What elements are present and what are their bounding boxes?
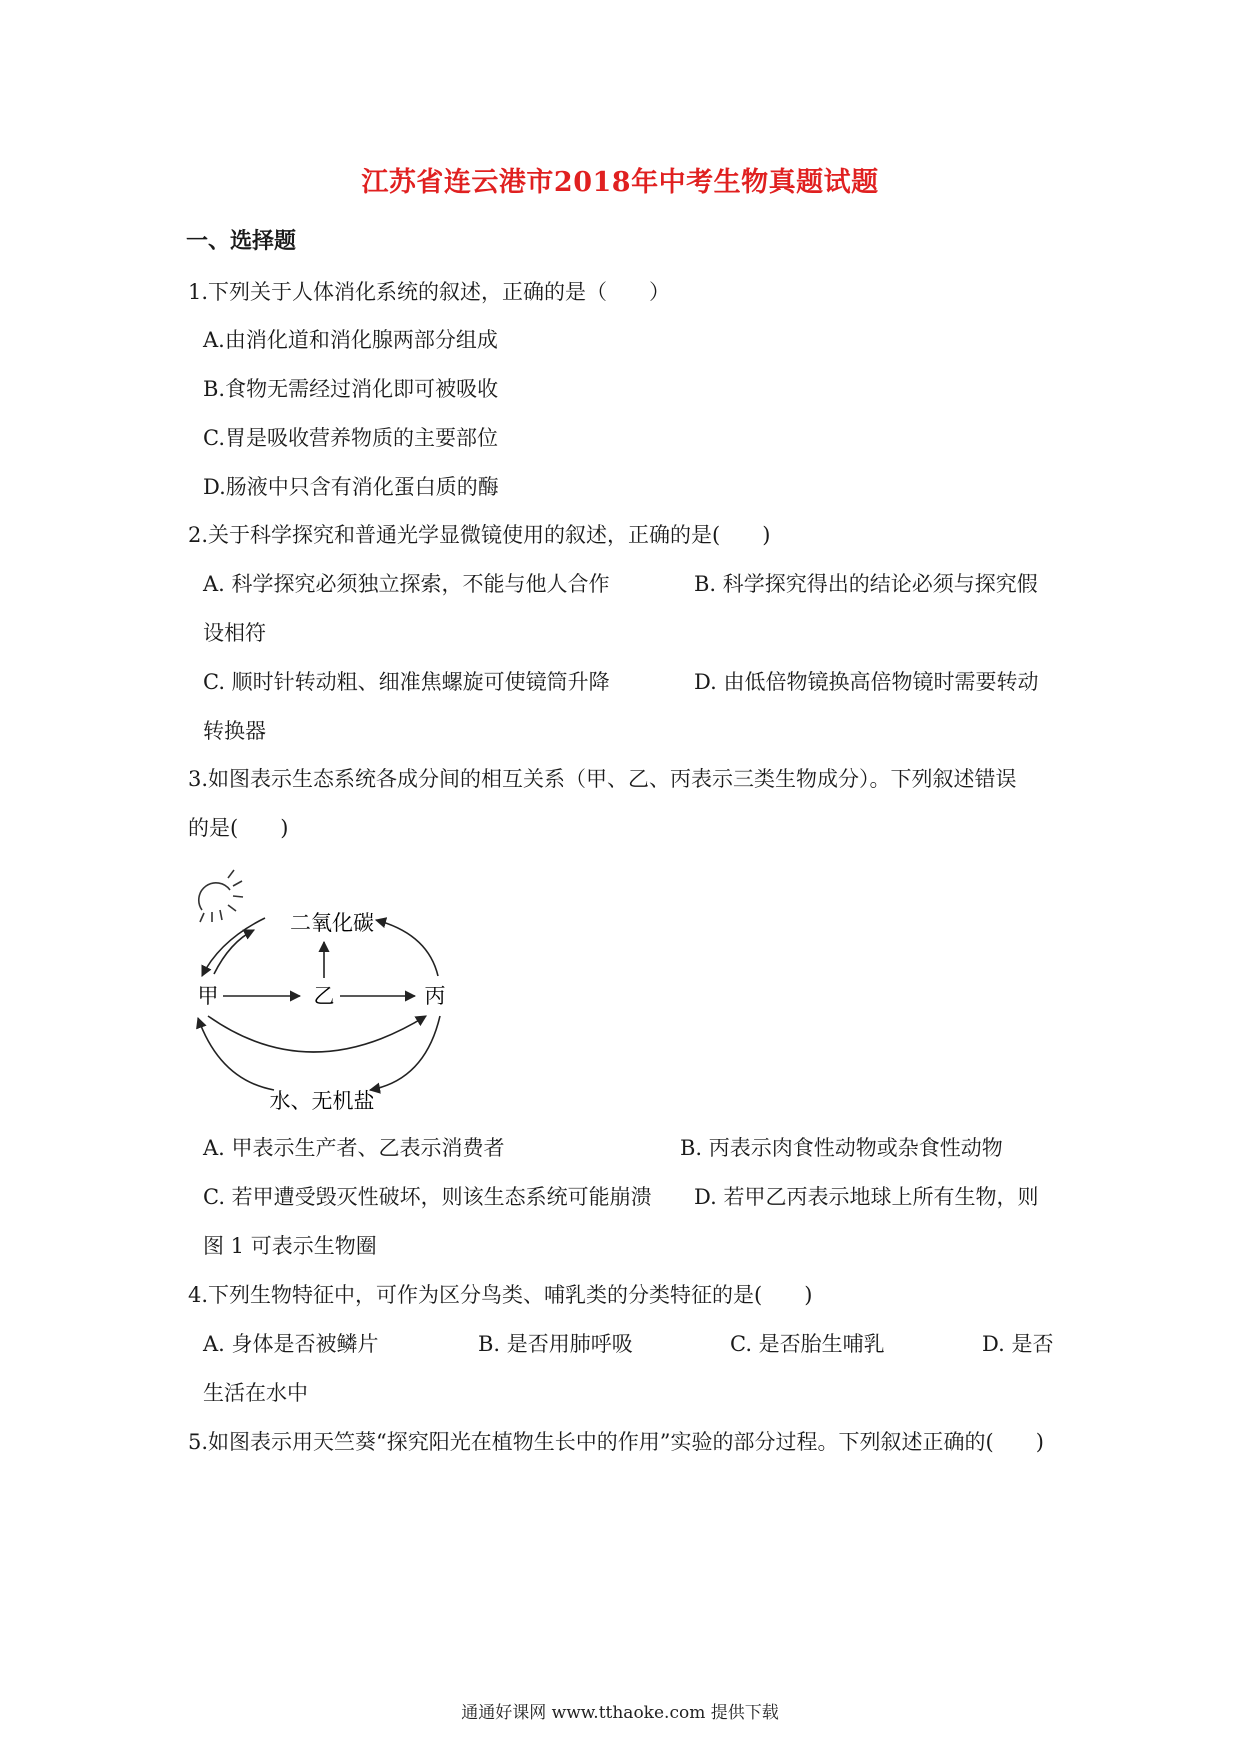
q4-option-d: D. 是否 [982, 1332, 1054, 1356]
arrow-bing-co2 [376, 920, 438, 976]
q3-option-c: C. 若甲遭受毁灭性破坏，则该生态系统可能崩溃 [203, 1185, 652, 1209]
q1-option-d: D.肠液中只含有消化蛋白质的酶 [203, 475, 499, 499]
label-co2: 二氧化碳 [290, 911, 374, 935]
q3-option-a: A. 甲表示生产者、乙表示消费者 [203, 1136, 505, 1160]
q2-stem: 2.关于科学探究和普通光学显微镜使用的叙述，正确的是( ) [188, 523, 771, 547]
q1-option-a: A.由消化道和消化腺两部分组成 [203, 328, 498, 352]
section-heading: 一、选择题 [186, 228, 297, 254]
q2-option-c: C. 顺时针转动粗、细准焦螺旋可使镜筒升降 [203, 670, 610, 694]
label-yi: 乙 [313, 984, 335, 1008]
q3-option-d: D. 若甲乙丙表示地球上所有生物，则 [694, 1185, 1039, 1209]
q4-stem: 4.下列生物特征中，可作为区分鸟类、哺乳类的分类特征的是( ) [188, 1283, 813, 1307]
q1-option-c: C.胃是吸收营养物质的主要部位 [203, 426, 498, 450]
q3-stem: 3.如图表示生态系统各成分间的相互关系（甲、乙、丙表示三类生物成分）。下列叙述错误 [188, 767, 1017, 791]
q3-option-d-cont: 图 1 可表示生物圈 [203, 1234, 377, 1258]
q5-stem: 5.如图表示用天竺葵“探究阳光在植物生长中的作用”实验的部分过程。下列叙述正确的( ) [188, 1430, 1044, 1454]
q4-option-a: A. 身体是否被鳞片 [203, 1332, 379, 1356]
q2-option-b: B. 科学探究得出的结论必须与探究假 [694, 572, 1038, 596]
footer: 通通好课网 www.tthaoke.com 提供下载 [461, 1703, 779, 1723]
q2-option-d-cont: 转换器 [203, 719, 266, 743]
ecosystem-diagram [190, 850, 490, 1120]
arrow-water-jia [198, 1018, 274, 1090]
q4-option-c: C. 是否胎生哺乳 [730, 1332, 885, 1356]
q2-option-a: A. 科学探究必须独立探索，不能与他人合作 [203, 572, 610, 596]
label-jia: 甲 [197, 984, 219, 1008]
q2-option-d: D. 由低倍物镜换高倍物镜时需要转动 [694, 670, 1039, 694]
q1-option-b: B.食物无需经过消化即可被吸收 [203, 377, 499, 401]
arrow-co2-jia [202, 918, 265, 976]
page-title: 江苏省连云港市2018年中考生物真题试题 [361, 167, 879, 198]
q3-stem-cont: 的是( ) [188, 816, 289, 840]
q2-option-b-cont: 设相符 [203, 621, 266, 645]
q4-option-b: B. 是否用肺呼吸 [478, 1332, 633, 1356]
label-water: 水、无机盐 [269, 1089, 375, 1113]
label-bing: 丙 [424, 984, 446, 1008]
q1-stem: 1.下列关于人体消化系统的叙述，正确的是（ ） [188, 280, 671, 304]
q4-option-d-cont: 生活在水中 [203, 1381, 308, 1405]
sun-icon [199, 870, 243, 922]
arrow-jia-bing [208, 1016, 426, 1052]
q3-option-b: B. 丙表示肉食性动物或杂食性动物 [680, 1136, 1003, 1160]
